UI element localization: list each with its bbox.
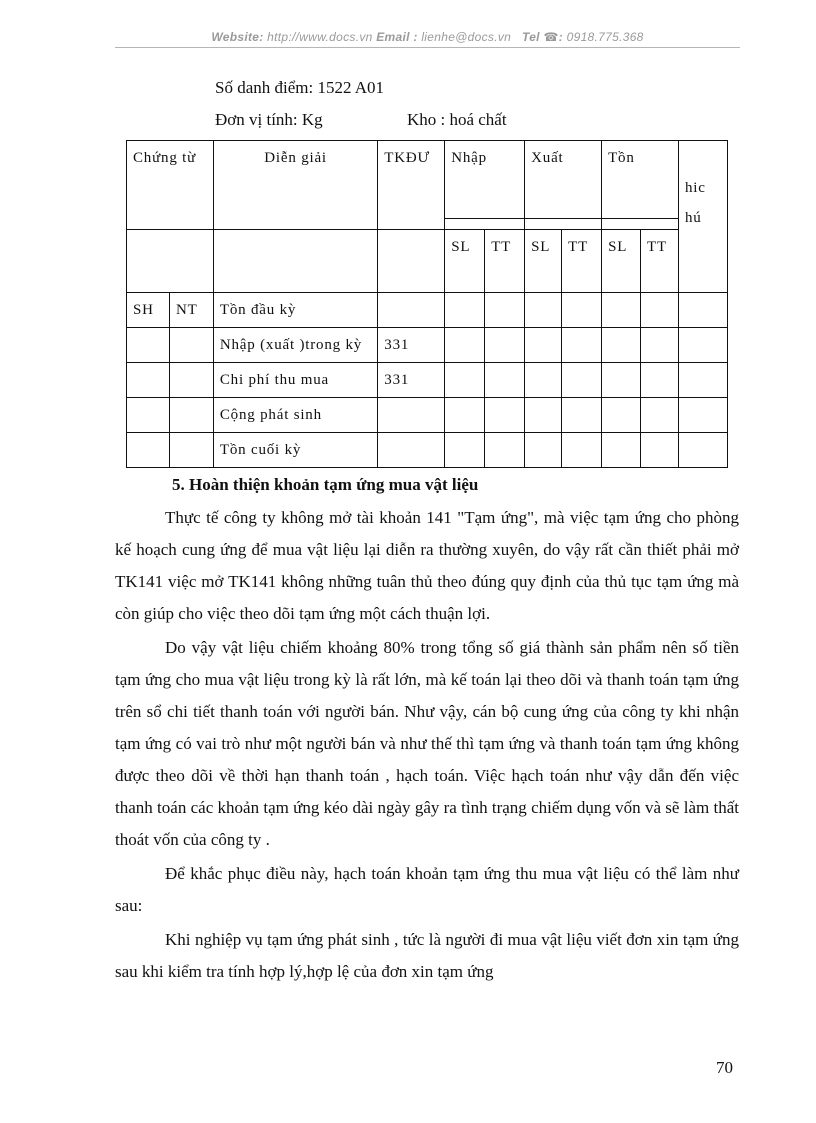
unit-and-warehouse: [215, 110, 507, 130]
table-row: [127, 328, 728, 363]
row-tkdu: [378, 293, 445, 328]
website-label: Website:: [211, 30, 264, 44]
header-nhap-sl: SL: [445, 230, 485, 293]
paragraph: Thực tế công ty không mở tài khoản 141 "Tạm ứng", mà việc tạm ứng cho phòng kế hoạch cung ứng để mua vật liệu lại diễn ra thường xuyên, do vậy rất cần thiết phải mở TK141 việc mở TK141 không những tuân thủ theo đúng quy định của thủ tục tạm ứng mà còn giúp cho việc theo dõi tạm ứng một cách thuận lợi.: [115, 508, 739, 623]
header-xuat-tt: TT: [562, 230, 602, 293]
table-row: [127, 433, 728, 468]
header-xuat: Xuất: [525, 141, 602, 219]
row-dien-giai: Chi phí thu mua: [213, 363, 377, 398]
header-divider: [115, 47, 740, 48]
header-tkdu: TKĐƯ: [378, 141, 445, 230]
so-danh-diem: Số danh điểm: 1522 A01: [215, 78, 385, 97]
header-dien-giai: Diễn giải: [213, 141, 377, 230]
header-ghi-chu: hic hú: [679, 141, 728, 293]
row-tkdu: [378, 433, 445, 468]
header-sh: SH: [127, 293, 170, 328]
table-subheader-row: [127, 230, 728, 293]
header-xuat-sl: SL: [525, 230, 562, 293]
row-dien-giai: Cộng phát sinh: [213, 398, 377, 433]
header-nt: NT: [169, 293, 213, 328]
section-body: [115, 502, 739, 990]
inventory-ledger-table: [126, 140, 728, 468]
email-address[interactable]: lienhe@docs.vn: [421, 30, 512, 44]
paragraph: Khi nghiệp vụ tạm ứng phát sinh , tức là người đi mua vật liệu viết đơn xin tạm ứng sau khi kiểm tra tính hợp lý,hợp lệ của đơn xin tạm ứng: [115, 930, 739, 981]
header-nhap: Nhập: [445, 141, 525, 219]
header-ton-sl: SL: [602, 230, 641, 293]
website-url[interactable]: http://www.docs.vn: [267, 30, 373, 44]
header-chung-tu: Chứng từ: [127, 141, 214, 230]
header-ton: Tồn: [602, 141, 679, 219]
kho-label: Kho : hoá chất: [406, 110, 507, 129]
row-dien-giai: Nhập (xuất )trong kỳ: [213, 328, 377, 363]
tel-label: Tel ☎:: [522, 30, 563, 44]
row-tkdu: 331: [378, 363, 445, 398]
page-number: 70: [716, 1058, 733, 1077]
row-dien-giai: Tồn cuối kỳ: [213, 433, 377, 468]
table-row: [127, 363, 728, 398]
table-header-row: [127, 141, 728, 219]
email-label: Email :: [376, 30, 418, 44]
header-nhap-tt: TT: [485, 230, 525, 293]
row-tkdu: 331: [378, 328, 445, 363]
section-heading: 5. Hoàn thiện khoản tạm ứng mua vật liệu: [172, 475, 479, 494]
header-ton-tt: TT: [641, 230, 679, 293]
row-dien-giai: Tồn đầu kỳ: [213, 293, 377, 328]
don-vi-tinh: Đơn vị tính: Kg: [215, 110, 323, 129]
tel-number: 0918.775.368: [566, 30, 644, 44]
page-header: [115, 30, 740, 44]
paragraph: Do vậy vật liệu chiếm khoảng 80% trong tổng số giá thành sản phẩm nên số tiền tạm ứng cho mua vật liệu trong kỳ là rất lớn, mà kế toán lại theo dõi và thanh toán tạm ứng trên sổ chi tiết thanh toán với người bán. Như vậy, cán bộ cung ứng của công ty khi nhận tạm ứng có vai trò như một người bán và như thế thì tạm ứng và thanh toán tạm ứng không được theo dõi về thời hạn thanh toán , hạch toán. Việc hạch toán như vậy dẫn đến việc thanh toán các khoản tạm ứng kéo dài ngày gây ra tình trạng chiếm dụng vốn và sẽ làm thất thoát vốn của công ty .: [115, 638, 739, 849]
table-row: [127, 398, 728, 433]
table-row: [127, 293, 728, 328]
row-tkdu: [378, 398, 445, 433]
paragraph: Để khắc phục điều này, hạch toán khoản tạm ứng thu mua vật liệu có thể làm như sau:: [115, 864, 739, 915]
